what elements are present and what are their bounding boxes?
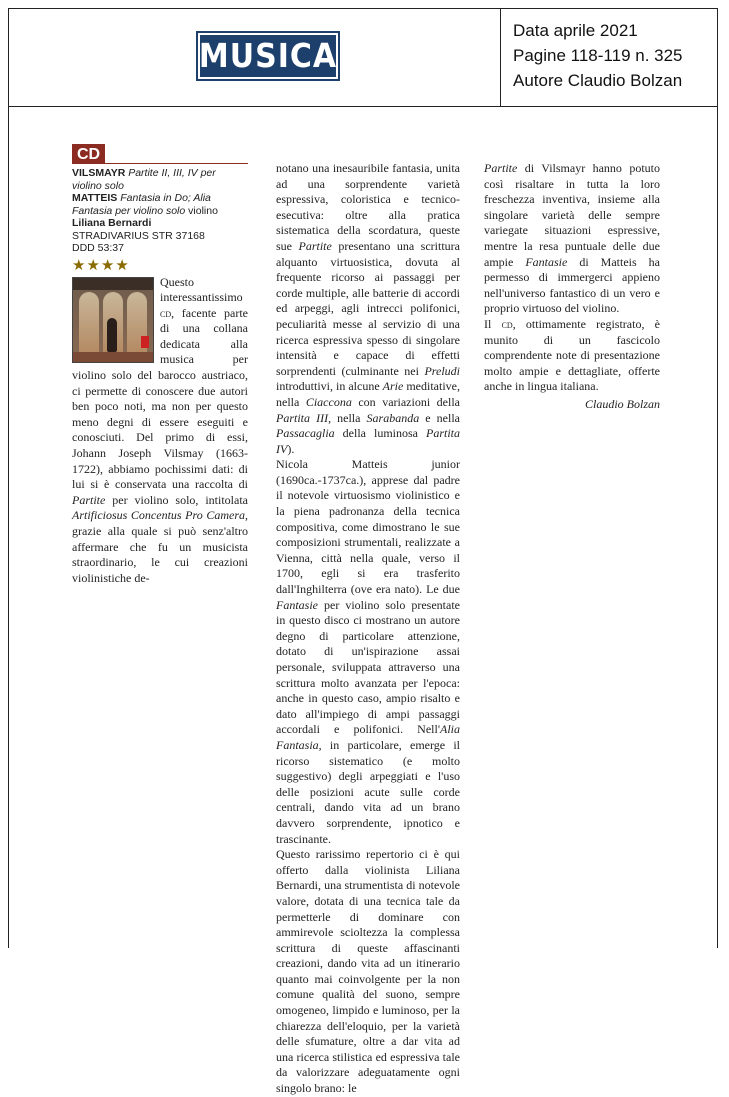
rating-stars: [72, 255, 248, 274]
column-2: [276, 161, 460, 1097]
star-icon: ★: [86, 255, 100, 274]
column-3: [484, 161, 660, 413]
album-cover-image: [72, 277, 154, 363]
body-text-col2-p1: notano una inesauribile fantasia, unita ad una sorprendente varietà espressiva, coloristica e tecnico-esecutiva: oltre alla pratica sistematica della scordatura, queste sue Partite presentano una scrittura alquanto virtuosistica, dovuta al frequente ricorso ai passaggi per corde multiple, alle batterie di accordi ed arpeggi, agli intrecci polifonici, peculiarità messe al servizio di una ricerca espressiva spesso di singolare intensità e capace di effetti sorprendenti (culminante nei Preludi introduttivi, in alcune Arie meditative, nella Ciaccona con variazioni della Partita III, nella Sarabanda e nella Passacaglia della luminosa Partita IV).: [276, 161, 461, 456]
instrument: violino: [188, 204, 218, 217]
ddd-duration: DDD 53:37: [72, 242, 124, 254]
work-vilsmayr: Partite II, III, IV per violino solo: [72, 167, 216, 192]
author-signature: Claudio Bolzan: [584, 396, 660, 411]
body-text-col3-p1: Partite di Vilsmayr hanno potuto così risaltare in tutta la loro freschezza inventiva, insieme alla singolare varietà delle sempre variegate situazioni espressive, mentre la resa puntuale delle due ampie Fantasie di Matteis ha permesso di immergerci appieno nell'universo fantastico di un vero e proprio virtuoso del violino.: [484, 161, 660, 316]
body-text-col3-p2: Il cd, ottimamente registrato, è munito di un fascicolo comprendente note di presentazione molto ampie e dettagliate, offerte anche in lingua italiana.: [484, 316, 660, 394]
composer-vilsmayr: VILSMAYR: [72, 167, 126, 179]
star-icon: ★: [100, 255, 115, 274]
header-vertical-divider: [500, 8, 501, 106]
review-header: [72, 167, 248, 255]
body-text-col2-p2: Nicola Matteis junior (1690ca.-1737ca.), apprese dal padre il notevole virtuosismo violinistico e la piena padronanza della tecnica compositiva, come dimostrano le sue composizioni strumentali, realizzate a Vienna, città nella quale, verso il 1700, egli si era trasferito dall'Inghilterra (ove era nato). Le due Fantasie per violino solo presentate in questo disco ci mostrano un autore degno di particolare attenzione, dotato di un'ispirazione assai personale, sviluppata attraverso una scrittura molto avanzata per l'epoca: anche in questo caso, ampio risalto e dato all'impiego di ampi passaggi accordali e polifonici. Nell'Alia Fantasia, in particolare, emerge il ricorso sistematico (e molto suggestivo) degli arpeggiati e l'uso delle posizioni acute sulle corde centrali, dando vita ad un brano davvero sorprendente, ipnotico e trascinante.: [276, 457, 460, 846]
meta-pages: Pagine 118-119 n. 325: [513, 46, 683, 65]
star-icon: ★: [115, 255, 129, 274]
performer: Liliana Bernardi: [72, 217, 152, 229]
meta-date: Data aprile 2021: [513, 21, 638, 40]
cd-category-tag: CD: [72, 144, 105, 164]
body-text-col2-p3: Questo rarissimo repertorio ci è qui offerto dalla violinista Liliana Bernardi, una strumentista di notevole valore, dotata di una tecnica tale da permetterle di dominare con ammirevole scioltezza la complessa scrittura di queste affascinanti creazioni, dando vita ad un itinerario quanto mai coinvolgente per la non comune qualità del suono, sempre omogeneo, limpido e luminoso, per la chiarezza dell'eloquio, per la varietà delle sfumature, oltre a dar vita ad una ricerca stilistica ed espressiva tale da valorizzare adeguatamente ogni singolo brano: le: [276, 847, 460, 1096]
header-divider: [8, 106, 718, 107]
column-1: [72, 144, 248, 586]
meta-author: Autore Claudio Bolzan: [513, 71, 683, 90]
composer-matteis: MATTEIS: [72, 192, 118, 204]
logo-text: MUSICA: [198, 36, 338, 76]
work-matteis: Fantasia in Do; Alia Fantasia per violino solo: [72, 192, 211, 217]
musica-logo: [198, 33, 338, 79]
record-label: STRADIVARIUS STR 37168: [72, 229, 205, 242]
star-icon: ★: [72, 255, 86, 274]
body-text-col1: Questo interessantissimo cd, facente parte di una collana dedicata alla musica per violino solo del barocco austriaco, ci permette di conoscere due autori ben poco noti, ma non per questo meno degni di essere eseguiti e conosciuti. Del primo di essi, Johann Joseph Vilsmay (1663-1722), abbiamo pochissimi dati: di lui si è conservata una raccolta di Partite per violino solo, intitolata Artificiosus Concentus Pro Camera, grazie alla quale si può senz'altro affermare che fu un musicista straordinario, le cui creazioni violinistiche de-: [72, 274, 248, 585]
article-meta: [513, 18, 683, 93]
